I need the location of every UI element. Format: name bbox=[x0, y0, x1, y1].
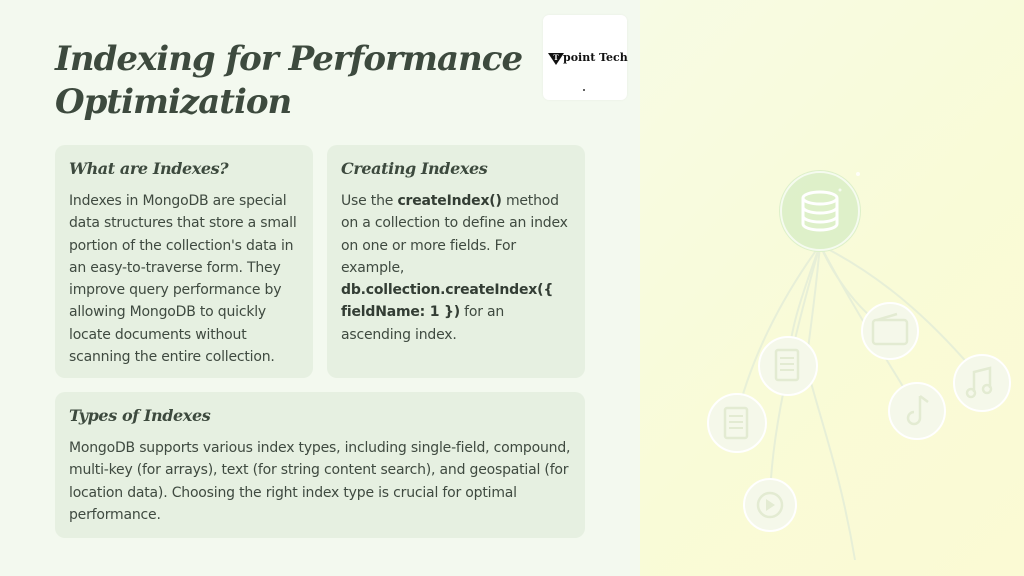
card-types-of-indexes bbox=[55, 392, 585, 538]
logo-text: point Tech bbox=[563, 51, 628, 64]
svg-text:T: T bbox=[553, 53, 559, 62]
code-method-name: createIndex() bbox=[397, 193, 502, 209]
card-body: Indexes in MongoDB are special data structures that store a small portion of the collection's data in an easy-to-traverse form. They improve query performance by allowing MongoDB to quickly locate documents without scanning the entire collection. bbox=[69, 193, 297, 366]
folder-icon bbox=[862, 303, 918, 359]
body-text: for an ascending index. bbox=[341, 304, 505, 343]
document-icon bbox=[759, 337, 817, 395]
card-creating-indexes bbox=[327, 145, 585, 378]
card-title: Creating Indexes bbox=[341, 159, 488, 178]
card-body bbox=[341, 190, 577, 346]
card-body: MongoDB supports various index types, including single-field, compound, multi-key (for arrays), text (for string content search), and geospatial (for location data). Choosing the right index type is crucial for optimal performance. bbox=[69, 440, 571, 523]
illustration-panel bbox=[640, 0, 1024, 576]
document-icon bbox=[708, 394, 766, 452]
card-title: What are Indexes? bbox=[69, 159, 229, 178]
body-text: method on a collection to define an index on one or more fields. For example, bbox=[341, 193, 568, 276]
network-illustration bbox=[640, 0, 1024, 576]
play-icon bbox=[744, 479, 796, 531]
logo bbox=[543, 15, 627, 100]
logo-dot bbox=[583, 89, 585, 91]
slide-title: Indexing for Performance Optimization bbox=[55, 39, 523, 122]
music-note-icon bbox=[954, 355, 1010, 411]
logo-mark-icon bbox=[548, 52, 564, 66]
code-example: db.collection.createIndex({ fieldName: 1 }) bbox=[341, 282, 554, 321]
card-title: Types of Indexes bbox=[69, 406, 211, 425]
body-text: Use the bbox=[341, 193, 398, 209]
music-note-icon bbox=[889, 383, 945, 439]
card-what-are-indexes bbox=[55, 145, 313, 378]
database-icon bbox=[779, 170, 861, 252]
